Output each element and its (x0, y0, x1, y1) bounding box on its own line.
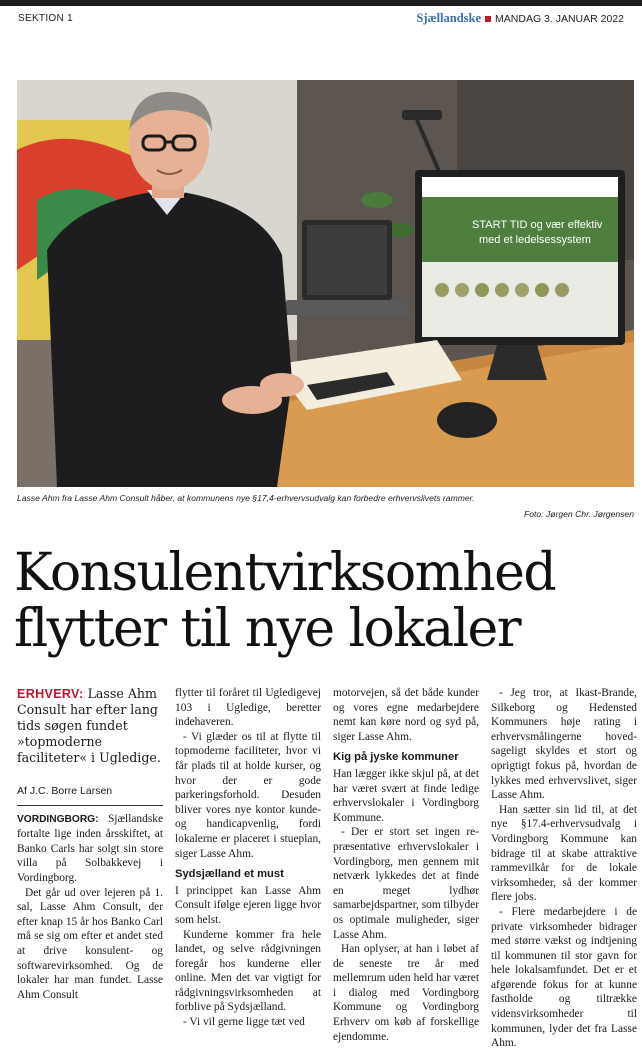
paragraph: Han sætter sin lid til, at det nye §17.4-erhvervsudvalg i Vordingborg Kommune kan bidrage til at skabe attraktive rammevilkår for de lokale virksomheder, så der kommer flere jobs. (491, 803, 637, 904)
photo-caption: Lasse Ahm fra Lasse Ahm Consult håber, at kommunens nye §17,4-erhvervsudvalg kan forbedre erhvervslivets rammer. (17, 493, 475, 503)
article-headline (14, 545, 634, 657)
section-label: SEKTION 1 (18, 13, 73, 24)
subheading: Kig på jyske kommuner (333, 751, 459, 764)
masthead (416, 11, 624, 26)
column-4 (491, 686, 637, 1051)
article-photo (17, 80, 634, 487)
issue-date: MANDAG 3. JANUAR 2022 (495, 13, 624, 25)
paragraph: motorvejen, så det både kunder og vores egne medarbejdere nemt kan køre nord og syd på, siger Lasse Ahm. (333, 687, 479, 743)
top-rule (0, 0, 642, 6)
paper-name: Sjællandske (416, 11, 482, 25)
headline-line-2: flytter til nye lokaler (14, 599, 520, 659)
monitor-headline-2: med et ledelsessystem (479, 234, 591, 246)
paragraph: Han lægger ikke skjul på, at det har været svært at finde ledige erhvervslokaler i Vordingborg Kommune. (333, 767, 479, 824)
paragraph: - Vi vil gerne ligge tæt ved (183, 1016, 305, 1029)
masthead-square-icon (485, 16, 491, 22)
column-1 (17, 686, 163, 1002)
paragraph (17, 812, 163, 886)
byline: Af J.C. Borre Larsen (17, 784, 163, 806)
kicker-text: Lasse Ahm Consult har efter lang tids søgen fundet »topmoderne faciliteter« i Ugledige. (17, 686, 161, 765)
dateline: VORDINGBORG: (17, 813, 99, 825)
paragraph-text: Sjællandske fortalte lige inden årsskiftet, at Banko Carls har solgt sin store villa på Solbakkevej i Vordingborg. (17, 812, 163, 884)
paragraph: I princippet kan Lasse Ahm Consult ifølge ejeren ligge hvor som helst. (175, 884, 321, 926)
kicker-tag: ERHVERV: (17, 687, 84, 701)
subheading: Sydsjælland et must (175, 868, 284, 881)
photo-credit: Foto: Jørgen Chr. Jørgensen (523, 509, 634, 519)
kicker (17, 686, 163, 766)
headline-line-1: Konsulentvirksomhed (14, 543, 556, 603)
paragraph: - Jeg tror, at Ikast-Brande, Silkeborg og Hedensted Kommuners høje rating i erhvervsmålingerne hovedsageligt skyldes et stort og oprigtigt fokus på, hvordan de lykkes med erhvervslivet, siger Lasse Ahm. (491, 687, 637, 802)
paragraph: flytter til foråret til Ugledigevej 103 i Ugledige, beretter indehaveren. (175, 687, 321, 729)
paragraph: Det går ud over lejeren på 1. sal, Lasse Ahm Consult, der efter knap 15 år hos Banko Carl må se sig om efter et andet sted at drive konsulent- og softwarevirksomhed. Og de lokaler har man fundet. Lasse Ahm Consult (17, 886, 163, 1001)
column-3 (333, 686, 479, 1044)
paragraph: - Flere medarbejdere i de private virksomheder bidrager med større vækst og indtjening til kommunen til stor gavn for hele lokalsamfundet. Det er et afgørende fokus for at kunne fastholde og tiltrække vidensvirksomheder til kommunen, lyder det fra Lasse Ahm. (491, 905, 637, 1050)
paragraph: Kunderne kommer fra hele landet, og selve rådgivningen foregår hos kunderne eller online. Men det var vigtigt for rådgivningsvirksomheden at forblive på Sydsjælland. (175, 928, 321, 1014)
paragraph: Han oplyser, at han i løbet af de seneste tre år med mellemrum uden held har været i dialog med Vordingborg Kommune og Vordingborg Erhverv om køb af forskellige ejendomme. (333, 943, 479, 1043)
column-2 (175, 686, 321, 1030)
monitor-headline-1: START TID og vær effektiv (472, 219, 603, 231)
paragraph: - Der er stort set ingen repræsentative erhvervslokaler i Vordingborg, men gennem mit netværk lykkedes det at finde en meget lydhør samarbejdspartner, som tilbyder os optimale muligheder, siger Lasse Ahm. (333, 826, 479, 941)
paragraph: - Vi glæder os til at flytte til topmoderne faciliteter, hvor vi får plads til at holde kurser, og hvor der er gode parkeringsforhold. Desuden bliver vores nye kontor kunde- og handicapvenlig, fordi lokalerne er placeret i stueplan, siger Lasse Ahm. (175, 730, 321, 860)
